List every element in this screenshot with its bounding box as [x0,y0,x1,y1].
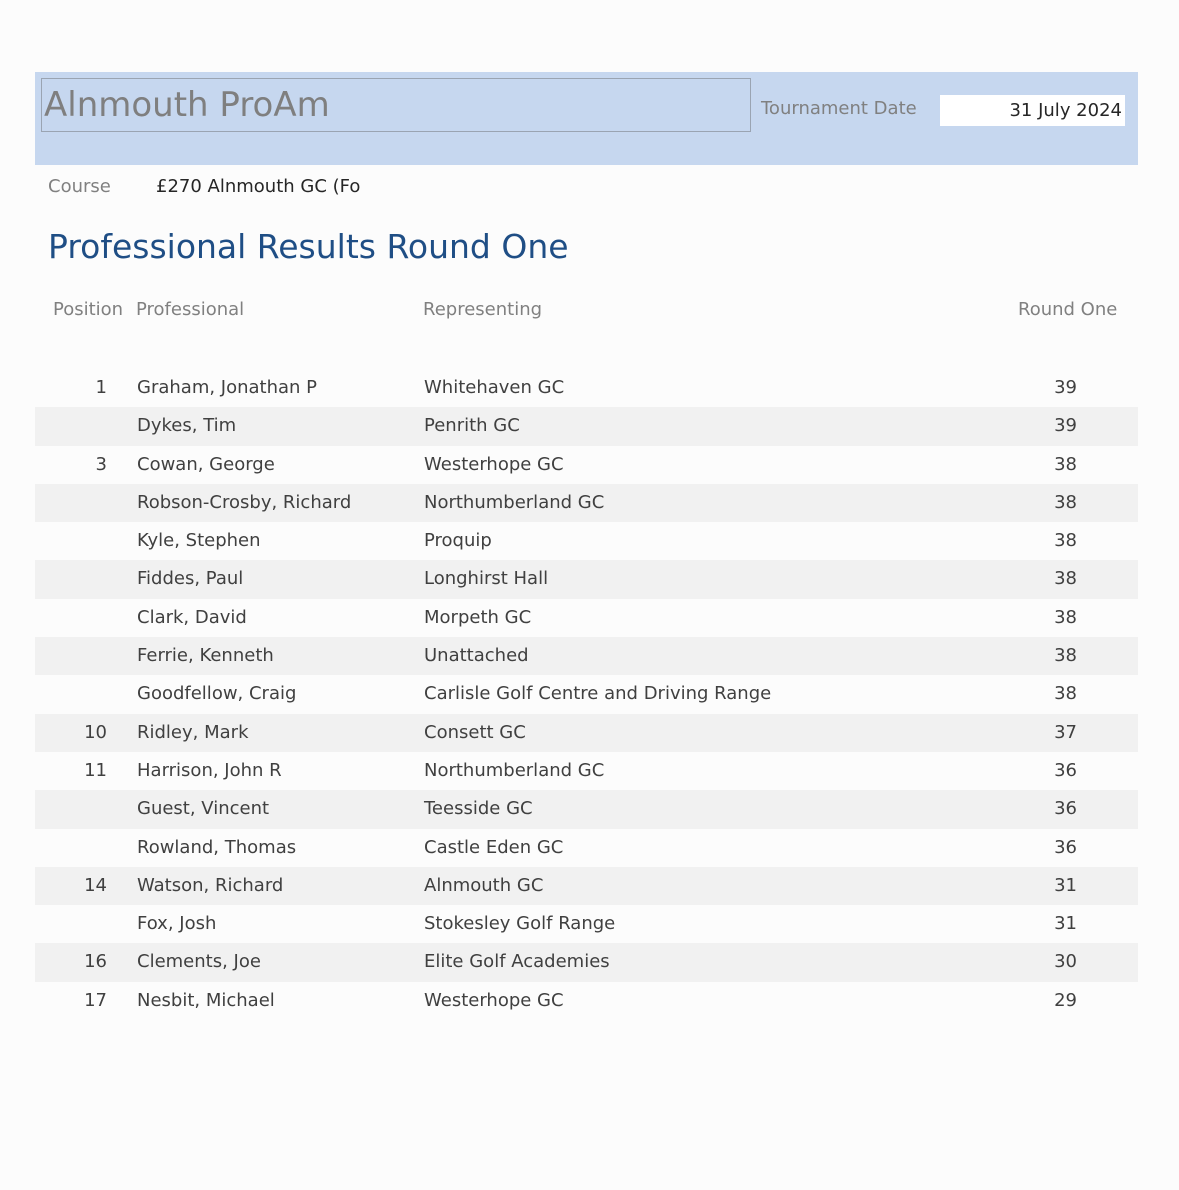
round-one-score-cell: 38 [1054,530,1077,552]
table-row [35,905,1138,943]
representing-cell: Northumberland GC [424,759,605,781]
round-one-score-cell: 36 [1054,836,1077,858]
round-one-score-cell: 30 [1054,951,1077,973]
column-header-position: Position [53,299,124,320]
position-cell: 14 [84,874,107,896]
professional-cell: Dykes, Tim [137,415,237,437]
report-title: Professional Results Round One [48,227,569,266]
professional-cell: Guest, Vincent [137,798,270,820]
position-cell: 16 [84,951,107,973]
position-cell: 11 [84,759,107,781]
column-header-professional: Professional [136,299,245,320]
representing-cell: Longhirst Hall [424,568,549,590]
table-row [35,484,1138,522]
table-row [35,829,1138,867]
table-row [35,369,1138,407]
representing-cell: Unattached [424,645,529,667]
professional-cell: Rowland, Thomas [137,836,297,858]
professional-cell: Clements, Joe [137,951,261,973]
representing-cell: Proquip [424,530,492,552]
round-one-score-cell: 38 [1054,453,1077,475]
professional-cell: Nesbit, Michael [137,989,275,1011]
tournament-name-field[interactable]: Alnmouth ProAm [41,78,751,132]
professional-cell: Fiddes, Paul [137,568,244,590]
column-header-representing: Representing [423,299,543,320]
professional-cell: Ferrie, Kenneth [137,645,274,667]
report-header [35,72,1138,165]
round-one-score-cell: 31 [1054,913,1077,935]
representing-cell: Elite Golf Academies [424,951,610,973]
representing-cell: Castle Eden GC [424,836,564,858]
round-one-score-cell: 39 [1054,377,1077,398]
representing-cell: Westerhope GC [424,453,564,475]
representing-cell: Northumberland GC [424,491,605,513]
professional-cell: Clark, David [137,606,247,628]
professional-cell: Cowan, George [137,453,275,475]
round-one-score-cell: 31 [1054,874,1077,896]
table-row [35,407,1138,445]
column-header-round-one: Round One [1018,299,1118,320]
round-one-score-cell: 38 [1054,568,1077,590]
representing-cell: Westerhope GC [424,989,564,1011]
representing-cell: Stokesley Golf Range [424,913,616,935]
professional-cell: Harrison, John R [137,759,282,781]
representing-cell: Alnmouth GC [424,874,544,896]
position-cell: 17 [84,989,107,1011]
professional-cell: Robson-Crosby, Richard [137,491,352,513]
round-one-score-cell: 36 [1054,798,1077,820]
position-cell: 10 [84,721,107,743]
table-row [35,599,1138,637]
round-one-score-cell: 36 [1054,759,1077,781]
table-row [35,790,1138,828]
table-row [35,714,1138,752]
table-row [35,982,1138,1020]
round-one-score-cell: 38 [1054,606,1077,628]
professional-cell: Watson, Richard [137,874,284,896]
professional-cell: Kyle, Stephen [137,530,261,552]
representing-cell: Consett GC [424,721,526,743]
representing-cell: Whitehaven GC [424,377,565,398]
table-row [35,560,1138,598]
tournament-date-field[interactable]: 31 July 2024 [940,95,1125,126]
professional-cell: Graham, Jonathan P [137,377,318,398]
round-one-score-cell: 39 [1054,415,1077,437]
representing-cell: Morpeth GC [424,606,532,628]
round-one-score-cell: 38 [1054,683,1077,705]
course-field[interactable]: £270 Alnmouth GC (Fo [156,176,361,197]
professional-cell: Ridley, Mark [137,721,249,743]
professional-cell: Goodfellow, Craig [137,683,297,705]
table-row [35,446,1138,484]
course-label: Course [48,176,111,197]
table-row [35,943,1138,981]
representing-cell: Teesside GC [424,798,533,820]
table-row [35,675,1138,713]
round-one-score-cell: 38 [1054,491,1077,513]
round-one-score-cell: 29 [1054,989,1077,1011]
round-one-score-cell: 38 [1054,645,1077,667]
representing-cell: Carlisle Golf Centre and Driving Range [424,683,772,705]
table-row [35,752,1138,790]
table-row [35,522,1138,560]
professional-cell: Fox, Josh [137,913,217,935]
position-cell: 3 [95,453,107,475]
round-one-score-cell: 37 [1054,721,1077,743]
representing-cell: Penrith GC [424,415,520,437]
position-cell: 1 [95,377,107,398]
tournament-date-label: Tournament Date [761,98,917,119]
table-row [35,867,1138,905]
table-row [35,637,1138,675]
results-table [35,369,1138,1020]
